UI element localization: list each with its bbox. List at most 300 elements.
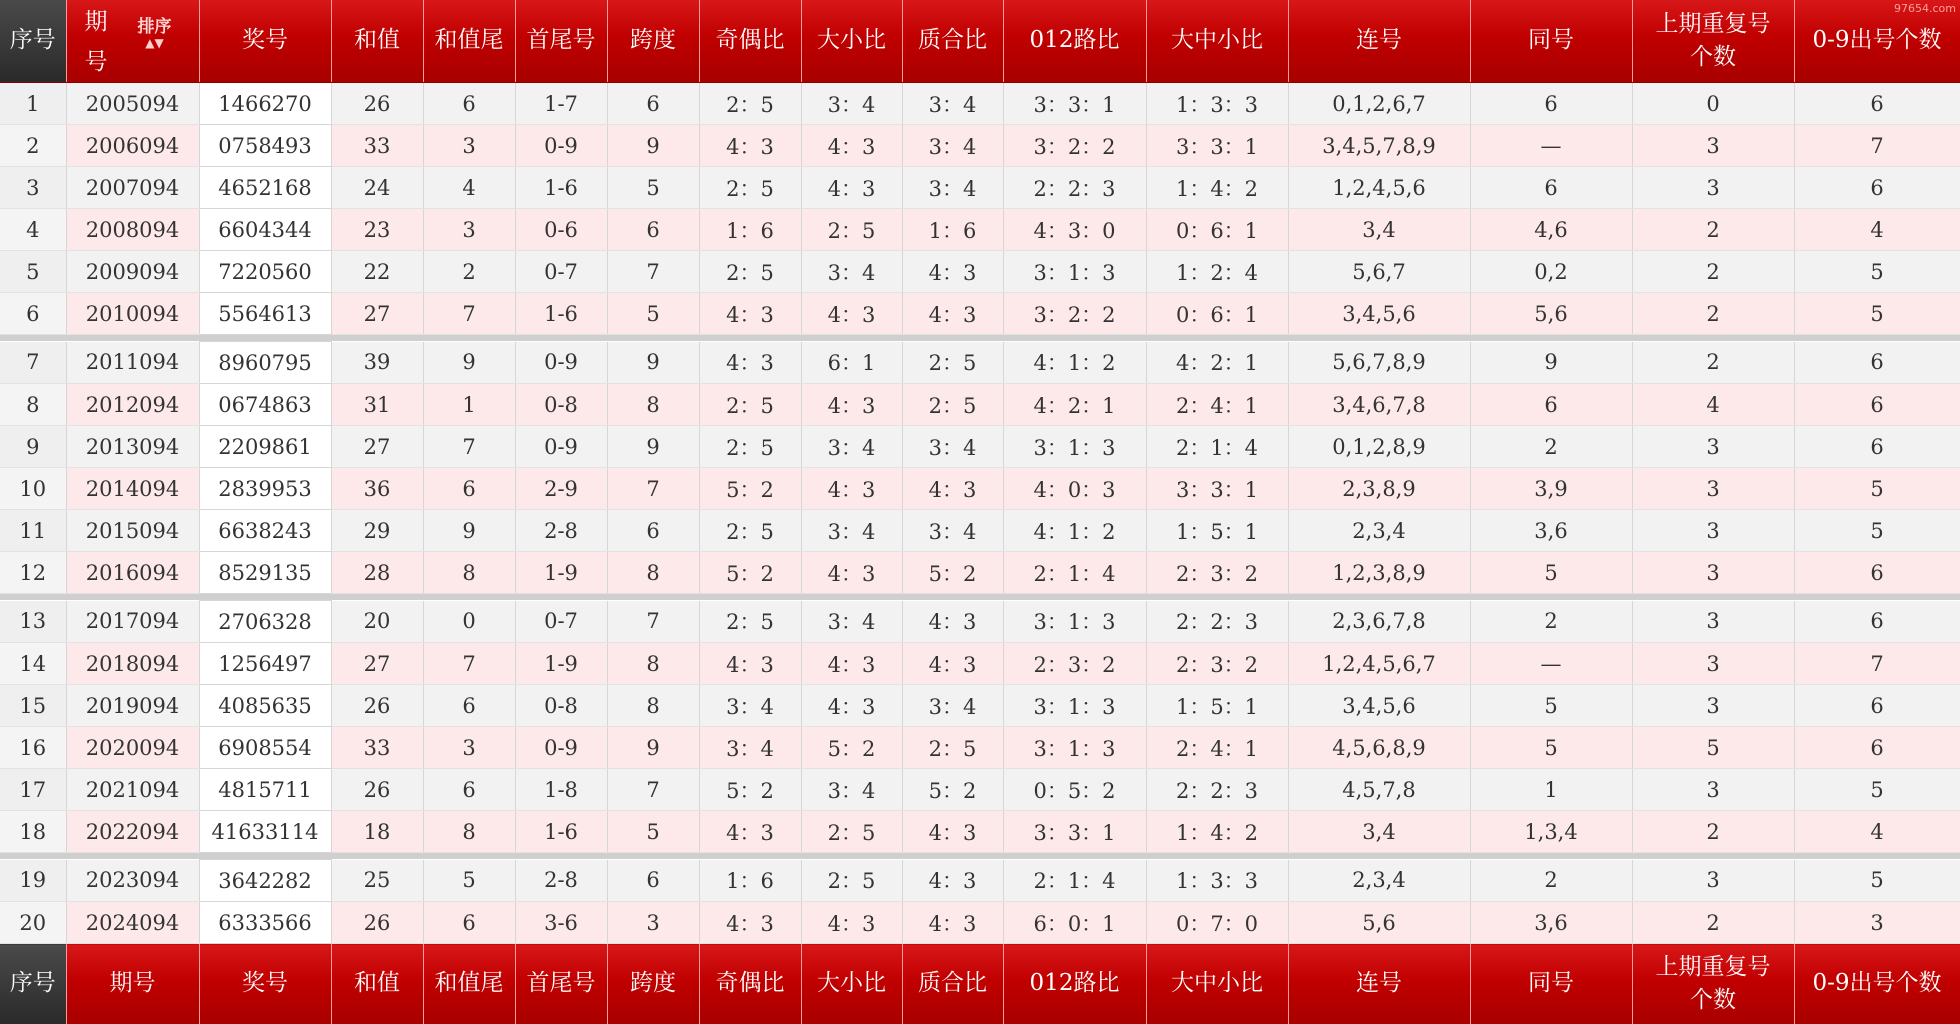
cell-big-small: 5：2	[801, 727, 902, 769]
cell-span: 7	[607, 769, 699, 811]
cell-same: 2	[1470, 601, 1632, 643]
cell-sum-tail: 4	[423, 167, 515, 209]
cell-number: 8960795	[199, 342, 331, 384]
footer-repeat-line2: 个数	[1690, 987, 1736, 1013]
cell-first-last: 0-9	[515, 125, 607, 167]
cell-consecutive: 0,1,2,6,7	[1288, 83, 1470, 125]
cell-period: 2005094	[66, 83, 199, 125]
cell-sum-tail: 6	[423, 468, 515, 510]
cell-route012: 0：5：2	[1003, 769, 1146, 811]
footer-prime-composite: 质合比	[902, 944, 1003, 1024]
table-row	[0, 769, 1960, 811]
cell-prime-composite: 4：3	[902, 643, 1003, 685]
cell-big-mid-small: 2：3：2	[1146, 552, 1288, 594]
cell-sum: 20	[331, 601, 423, 643]
cell-first-last: 3-6	[515, 902, 607, 944]
cell-odd-even: 2：5	[699, 426, 801, 468]
cell-sum-tail: 6	[423, 83, 515, 125]
cell-period: 2016094	[66, 552, 199, 594]
cell-first-last: 1-7	[515, 83, 607, 125]
cell-prime-composite: 4：3	[902, 293, 1003, 335]
cell-repeat: 2	[1632, 902, 1794, 944]
footer-period: 期号	[66, 944, 199, 1024]
cell-digit-count: 5	[1794, 510, 1960, 552]
cell-repeat: 3	[1632, 769, 1794, 811]
cell-idx: 11	[0, 510, 66, 552]
cell-first-last: 1-8	[515, 769, 607, 811]
cell-period: 2008094	[66, 209, 199, 251]
cell-consecutive: 1,2,4,5,6	[1288, 167, 1470, 209]
cell-route012: 2：1：4	[1003, 860, 1146, 902]
cell-route012: 4：1：2	[1003, 342, 1146, 384]
col-header-big-small: 大小比	[801, 0, 902, 83]
cell-number: 6908554	[199, 727, 331, 769]
cell-same: —	[1470, 643, 1632, 685]
col-header-period	[66, 0, 199, 83]
cell-sum: 25	[331, 860, 423, 902]
cell-sum: 23	[331, 209, 423, 251]
table-row	[0, 384, 1960, 426]
cell-odd-even: 2：5	[699, 510, 801, 552]
cell-sum: 26	[331, 685, 423, 727]
cell-period: 2010094	[66, 293, 199, 335]
cell-same: 5	[1470, 727, 1632, 769]
cell-number: 6638243	[199, 510, 331, 552]
cell-prime-composite: 3：4	[902, 685, 1003, 727]
cell-number: 0758493	[199, 125, 331, 167]
cell-big-mid-small: 4：2：1	[1146, 342, 1288, 384]
cell-prime-composite: 2：5	[902, 342, 1003, 384]
table-row	[0, 167, 1960, 209]
cell-idx: 8	[0, 384, 66, 426]
cell-odd-even: 2：5	[699, 167, 801, 209]
col-header-big-mid-small: 大中小比	[1146, 0, 1288, 83]
table-row	[0, 83, 1960, 125]
cell-span: 7	[607, 601, 699, 643]
cell-same: 0,2	[1470, 251, 1632, 293]
cell-idx: 20	[0, 902, 66, 944]
table-row	[0, 643, 1960, 685]
cell-idx: 9	[0, 426, 66, 468]
cell-first-last: 0-8	[515, 685, 607, 727]
cell-sum: 36	[331, 468, 423, 510]
cell-first-last: 1-9	[515, 552, 607, 594]
cell-span: 3	[607, 902, 699, 944]
footer-same: 同号	[1470, 944, 1632, 1024]
cell-digit-count: 6	[1794, 601, 1960, 643]
cell-first-last: 1-6	[515, 167, 607, 209]
cell-consecutive: 3,4	[1288, 209, 1470, 251]
cell-repeat: 3	[1632, 468, 1794, 510]
table-row	[0, 510, 1960, 552]
cell-big-small: 4：3	[801, 643, 902, 685]
cell-sum: 27	[331, 643, 423, 685]
cell-span: 6	[607, 83, 699, 125]
cell-idx: 18	[0, 811, 66, 853]
cell-number: 0674863	[199, 384, 331, 426]
cell-route012: 3：3：1	[1003, 811, 1146, 853]
footer-idx: 序号	[0, 944, 66, 1024]
cell-route012: 4：0：3	[1003, 468, 1146, 510]
cell-span: 6	[607, 860, 699, 902]
cell-sum: 33	[331, 727, 423, 769]
table-row	[0, 811, 1960, 853]
cell-sum-tail: 9	[423, 510, 515, 552]
footer-big-mid-small: 大中小比	[1146, 944, 1288, 1024]
cell-number: 4815711	[199, 769, 331, 811]
footer-digit-count: 0-9出号个数	[1794, 944, 1960, 1024]
cell-big-small: 3：4	[801, 426, 902, 468]
sort-label: 排序	[133, 18, 177, 36]
cell-span: 9	[607, 727, 699, 769]
col-header-route012: 012路比	[1003, 0, 1146, 83]
header-row	[0, 0, 1960, 83]
col-header-digit-count: 0-9出号个数	[1794, 0, 1960, 83]
cell-big-small: 3：4	[801, 769, 902, 811]
cell-big-mid-small: 1：3：3	[1146, 860, 1288, 902]
cell-digit-count: 5	[1794, 860, 1960, 902]
cell-big-mid-small: 2：3：2	[1146, 643, 1288, 685]
col-header-repeat	[1632, 0, 1794, 83]
cell-repeat: 2	[1632, 251, 1794, 293]
cell-same: 6	[1470, 167, 1632, 209]
cell-same: 3,9	[1470, 468, 1632, 510]
cell-sum-tail: 0	[423, 601, 515, 643]
cell-prime-composite: 3：4	[902, 167, 1003, 209]
cell-big-small: 4：3	[801, 293, 902, 335]
cell-number: 7220560	[199, 251, 331, 293]
cell-first-last: 0-9	[515, 426, 607, 468]
cell-consecutive: 0,1,2,8,9	[1288, 426, 1470, 468]
cell-prime-composite: 3：4	[902, 426, 1003, 468]
cell-span: 8	[607, 685, 699, 727]
table-row	[0, 902, 1960, 944]
table-body	[0, 83, 1960, 944]
cell-digit-count: 6	[1794, 727, 1960, 769]
cell-span: 9	[607, 125, 699, 167]
col-header-same: 同号	[1470, 0, 1632, 83]
cell-repeat: 2	[1632, 293, 1794, 335]
col-header-number: 奖号	[199, 0, 331, 83]
cell-odd-even: 4：3	[699, 902, 801, 944]
cell-sum: 29	[331, 510, 423, 552]
cell-span: 6	[607, 510, 699, 552]
cell-sum: 18	[331, 811, 423, 853]
cell-prime-composite: 4：3	[902, 251, 1003, 293]
cell-big-mid-small: 2：4：1	[1146, 384, 1288, 426]
cell-period: 2007094	[66, 167, 199, 209]
cell-odd-even: 2：5	[699, 384, 801, 426]
cell-digit-count: 6	[1794, 167, 1960, 209]
cell-prime-composite: 2：5	[902, 384, 1003, 426]
footer-sum: 和值	[331, 944, 423, 1024]
cell-sum: 27	[331, 426, 423, 468]
cell-odd-even: 2：5	[699, 83, 801, 125]
cell-route012: 2：1：4	[1003, 552, 1146, 594]
cell-big-small: 4：3	[801, 552, 902, 594]
cell-big-mid-small: 2：4：1	[1146, 727, 1288, 769]
cell-period: 2012094	[66, 384, 199, 426]
cell-sum-tail: 7	[423, 426, 515, 468]
cell-idx: 1	[0, 83, 66, 125]
cell-big-small: 4：3	[801, 167, 902, 209]
cell-period: 2022094	[66, 811, 199, 853]
cell-odd-even: 4：3	[699, 342, 801, 384]
table-row	[0, 426, 1960, 468]
table-row	[0, 860, 1960, 902]
footer-number: 奖号	[199, 944, 331, 1024]
cell-odd-even: 5：2	[699, 769, 801, 811]
cell-idx: 19	[0, 860, 66, 902]
cell-digit-count: 6	[1794, 685, 1960, 727]
cell-repeat: 3	[1632, 643, 1794, 685]
cell-big-mid-small: 3：3：1	[1146, 468, 1288, 510]
cell-sum-tail: 5	[423, 860, 515, 902]
cell-route012: 4：2：1	[1003, 384, 1146, 426]
cell-prime-composite: 1：6	[902, 209, 1003, 251]
cell-digit-count: 6	[1794, 426, 1960, 468]
cell-period: 2009094	[66, 251, 199, 293]
cell-span: 5	[607, 293, 699, 335]
cell-idx: 14	[0, 643, 66, 685]
cell-odd-even: 5：2	[699, 468, 801, 510]
cell-sum-tail: 1	[423, 384, 515, 426]
cell-sum: 27	[331, 293, 423, 335]
cell-repeat: 4	[1632, 384, 1794, 426]
cell-idx: 12	[0, 552, 66, 594]
cell-big-mid-small: 1：2：4	[1146, 251, 1288, 293]
cell-first-last: 0-7	[515, 601, 607, 643]
cell-first-last: 0-8	[515, 384, 607, 426]
sort-arrows-icon: ▲▼	[133, 36, 177, 50]
cell-first-last: 0-6	[515, 209, 607, 251]
cell-repeat: 2	[1632, 811, 1794, 853]
cell-same: 5,6	[1470, 293, 1632, 335]
cell-first-last: 0-9	[515, 727, 607, 769]
cell-big-small: 2：5	[801, 209, 902, 251]
col-header-consecutive: 连号	[1288, 0, 1470, 83]
cell-span: 7	[607, 468, 699, 510]
cell-digit-count: 6	[1794, 83, 1960, 125]
cell-same: 6	[1470, 83, 1632, 125]
cell-number: 6333566	[199, 902, 331, 944]
col-header-idx: 序号	[0, 0, 66, 83]
cell-sum: 24	[331, 167, 423, 209]
cell-route012: 3：1：3	[1003, 251, 1146, 293]
footer-row	[0, 944, 1960, 1024]
cell-consecutive: 3,4,6,7,8	[1288, 384, 1470, 426]
cell-big-small: 4：3	[801, 468, 902, 510]
cell-consecutive: 1,2,3,8,9	[1288, 552, 1470, 594]
cell-first-last: 1-6	[515, 811, 607, 853]
cell-idx: 4	[0, 209, 66, 251]
cell-idx: 3	[0, 167, 66, 209]
cell-span: 6	[607, 209, 699, 251]
cell-repeat: 3	[1632, 426, 1794, 468]
cell-odd-even: 4：3	[699, 811, 801, 853]
cell-sum-tail: 8	[423, 811, 515, 853]
cell-big-small: 3：4	[801, 601, 902, 643]
cell-period: 2017094	[66, 601, 199, 643]
cell-idx: 15	[0, 685, 66, 727]
cell-sum-tail: 3	[423, 727, 515, 769]
cell-idx: 10	[0, 468, 66, 510]
cell-big-mid-small: 3：3：1	[1146, 125, 1288, 167]
cell-big-small: 4：3	[801, 125, 902, 167]
footer-sum-tail: 和值尾	[423, 944, 515, 1024]
cell-period: 2014094	[66, 468, 199, 510]
cell-repeat: 3	[1632, 685, 1794, 727]
cell-same: 2	[1470, 860, 1632, 902]
footer-big-small: 大小比	[801, 944, 902, 1024]
cell-consecutive: 5,6,7,8,9	[1288, 342, 1470, 384]
sort-button[interactable]	[133, 18, 177, 50]
period-header-line2: 号	[85, 46, 108, 79]
cell-repeat: 3	[1632, 510, 1794, 552]
cell-sum-tail: 2	[423, 251, 515, 293]
cell-big-mid-small: 1：5：1	[1146, 685, 1288, 727]
cell-span: 8	[607, 384, 699, 426]
cell-big-mid-small: 0：7：0	[1146, 902, 1288, 944]
cell-prime-composite: 5：2	[902, 769, 1003, 811]
table-row	[0, 251, 1960, 293]
cell-digit-count: 5	[1794, 293, 1960, 335]
cell-period: 2023094	[66, 860, 199, 902]
cell-idx: 17	[0, 769, 66, 811]
cell-same: —	[1470, 125, 1632, 167]
cell-repeat: 0	[1632, 83, 1794, 125]
cell-consecutive: 3,4,5,7,8,9	[1288, 125, 1470, 167]
cell-consecutive: 4,5,6,8,9	[1288, 727, 1470, 769]
table-row	[0, 552, 1960, 594]
cell-digit-count: 4	[1794, 209, 1960, 251]
footer-odd-even: 奇偶比	[699, 944, 801, 1024]
cell-repeat: 2	[1632, 342, 1794, 384]
cell-digit-count: 4	[1794, 811, 1960, 853]
cell-route012: 2：3：2	[1003, 643, 1146, 685]
cell-idx: 16	[0, 727, 66, 769]
cell-digit-count: 7	[1794, 643, 1960, 685]
cell-number: 6604344	[199, 209, 331, 251]
footer-consecutive: 连号	[1288, 944, 1470, 1024]
cell-period: 2011094	[66, 342, 199, 384]
cell-big-mid-small: 1：5：1	[1146, 510, 1288, 552]
cell-digit-count: 5	[1794, 769, 1960, 811]
cell-repeat: 3	[1632, 601, 1794, 643]
cell-number: 5564613	[199, 293, 331, 335]
cell-repeat: 2	[1632, 209, 1794, 251]
footer-span: 跨度	[607, 944, 699, 1024]
cell-repeat: 3	[1632, 167, 1794, 209]
cell-odd-even: 2：5	[699, 251, 801, 293]
cell-idx: 7	[0, 342, 66, 384]
cell-route012: 3：2：2	[1003, 293, 1146, 335]
cell-sum-tail: 9	[423, 342, 515, 384]
cell-big-mid-small: 1：4：2	[1146, 811, 1288, 853]
col-header-prime-composite: 质合比	[902, 0, 1003, 83]
cell-period: 2006094	[66, 125, 199, 167]
cell-period: 2021094	[66, 769, 199, 811]
cell-digit-count: 7	[1794, 125, 1960, 167]
cell-consecutive: 3,4,5,6	[1288, 685, 1470, 727]
cell-big-small: 4：3	[801, 902, 902, 944]
cell-same: 2	[1470, 426, 1632, 468]
cell-sum-tail: 7	[423, 643, 515, 685]
cell-consecutive: 2,3,4	[1288, 510, 1470, 552]
cell-same: 4,6	[1470, 209, 1632, 251]
cell-span: 8	[607, 552, 699, 594]
cell-consecutive: 5,6	[1288, 902, 1470, 944]
cell-odd-even: 3：4	[699, 685, 801, 727]
cell-consecutive: 5,6,7	[1288, 251, 1470, 293]
cell-big-mid-small: 0：6：1	[1146, 209, 1288, 251]
row-group-divider	[0, 594, 1960, 601]
cell-number: 2706328	[199, 601, 331, 643]
cell-sum: 26	[331, 83, 423, 125]
cell-number: 3642282	[199, 860, 331, 902]
cell-route012: 4：1：2	[1003, 510, 1146, 552]
cell-repeat: 3	[1632, 552, 1794, 594]
cell-sum: 31	[331, 384, 423, 426]
cell-prime-composite: 3：4	[902, 83, 1003, 125]
cell-big-mid-small: 2：2：3	[1146, 601, 1288, 643]
cell-first-last: 2-8	[515, 860, 607, 902]
cell-digit-count: 6	[1794, 552, 1960, 594]
cell-route012: 2：2：3	[1003, 167, 1146, 209]
watermark: 97654.com	[1894, 2, 1956, 15]
cell-digit-count: 5	[1794, 251, 1960, 293]
cell-route012: 3：1：3	[1003, 601, 1146, 643]
cell-span: 5	[607, 811, 699, 853]
cell-first-last: 1-9	[515, 643, 607, 685]
cell-big-small: 2：5	[801, 860, 902, 902]
cell-same: 3,6	[1470, 510, 1632, 552]
table-row	[0, 468, 1960, 510]
table-row	[0, 685, 1960, 727]
cell-sum-tail: 6	[423, 769, 515, 811]
cell-sum-tail: 6	[423, 685, 515, 727]
table-row	[0, 342, 1960, 384]
col-header-odd-even: 奇偶比	[699, 0, 801, 83]
cell-prime-composite: 3：4	[902, 125, 1003, 167]
cell-same: 5	[1470, 685, 1632, 727]
cell-prime-composite: 4：3	[902, 468, 1003, 510]
col-header-sum-tail: 和值尾	[423, 0, 515, 83]
cell-big-mid-small: 0：6：1	[1146, 293, 1288, 335]
cell-digit-count: 3	[1794, 902, 1960, 944]
table-row	[0, 125, 1960, 167]
divider-cell	[0, 853, 1960, 860]
cell-route012: 6：0：1	[1003, 902, 1146, 944]
cell-sum: 26	[331, 769, 423, 811]
cell-route012: 3：1：3	[1003, 685, 1146, 727]
cell-prime-composite: 2：5	[902, 727, 1003, 769]
cell-sum-tail: 8	[423, 552, 515, 594]
cell-number: 2839953	[199, 468, 331, 510]
col-header-sum: 和值	[331, 0, 423, 83]
cell-prime-composite: 4：3	[902, 860, 1003, 902]
cell-span: 5	[607, 167, 699, 209]
cell-route012: 3：2：2	[1003, 125, 1146, 167]
table-row	[0, 727, 1960, 769]
cell-same: 5	[1470, 552, 1632, 594]
cell-digit-count: 6	[1794, 342, 1960, 384]
cell-sum-tail: 7	[423, 293, 515, 335]
cell-sum: 39	[331, 342, 423, 384]
cell-idx: 6	[0, 293, 66, 335]
cell-idx: 13	[0, 601, 66, 643]
cell-same: 6	[1470, 384, 1632, 426]
